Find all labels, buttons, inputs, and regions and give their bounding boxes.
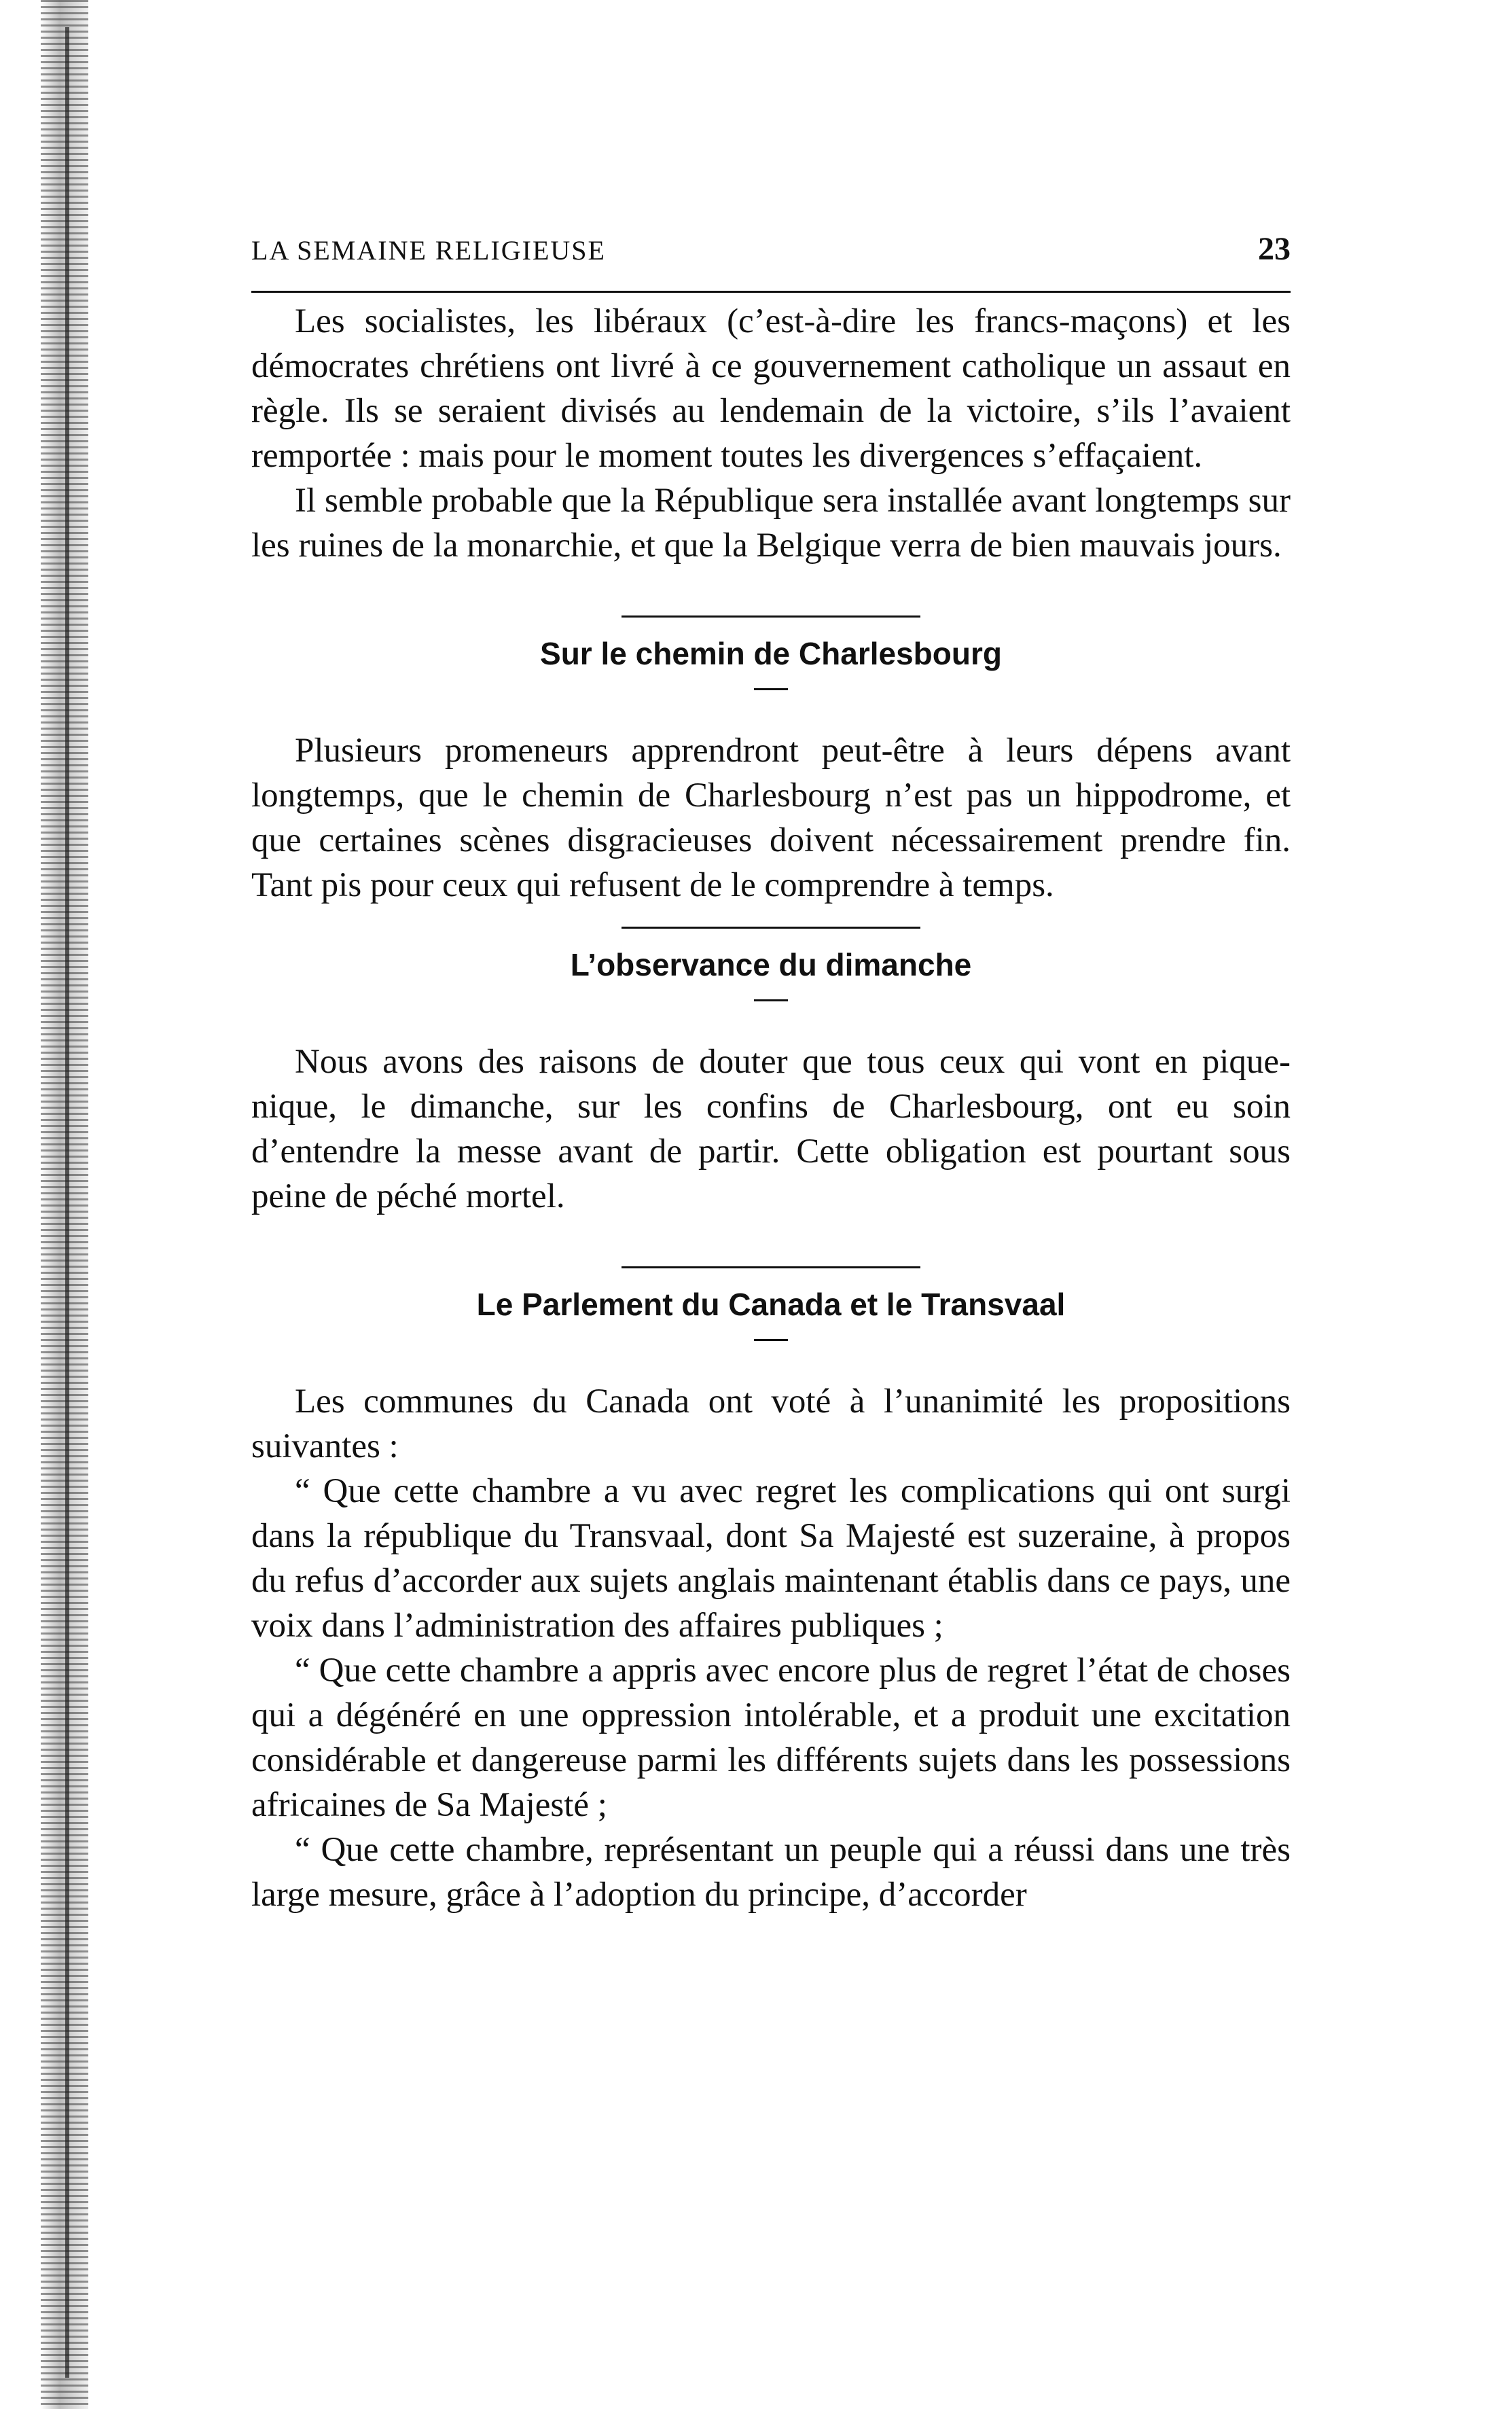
section-title: Sur le chemin de Charlesbourg xyxy=(540,636,1002,671)
section-title: Le Parlement du Canada et le Transvaal xyxy=(476,1287,1066,1322)
body-paragraph: Plusieurs promeneurs apprendront peut-être à leurs dépens avant longtemps, que le chemin de Charlesbourg n’est pas un hippodrome, et que certaines scènes disgracieuses doivent nécessairement prendre fin. Tant pis pour ceux qui refusent de le comprendre à temps. xyxy=(251,732,1291,904)
page-binding-shadow xyxy=(41,0,88,2409)
body-paragraph: Les communes du Canada ont voté à l’unanimité les propositions suivantes : xyxy=(251,1382,1291,1465)
body-paragraph: Il semble probable que la République sera installée avant longtemps sur les ruines de la monarchie, et que la Belgique verra de bien mauvais jours. xyxy=(251,482,1291,565)
running-title: LA SEMAINE RELIGIEUSE xyxy=(251,235,606,266)
body-paragraph: Les socialistes, les libéraux (c’est-à-dire les francs-maçons) et les démocrates chrétiens ont livré à ce gouvernement catholique un assaut en règle. Ils se seraient divisés au lendemain de la victoire, s’ils l’avaient remportée : mais pour le moment toutes les divergences s’effaçaient. xyxy=(251,302,1291,475)
header-rule xyxy=(251,291,1291,293)
body-paragraph: “ Que cette chambre, représentant un peuple qui a réussi dans une très large mesure, grâce à l’adoption du principe, d’accorder xyxy=(251,1831,1291,1914)
body-paragraph: “ Que cette chambre a appris avec encore plus de regret l’état de choses qui a dégénéré en une oppression intolérable, et a produit une excitation considérable et dangereuse parmi les différents sujets dans les possessions africaines de Sa Majesté ; xyxy=(251,1652,1291,1824)
running-header xyxy=(251,231,1291,282)
section-divider xyxy=(622,1266,920,1268)
body-paragraph: “ Que cette chambre a vu avec regret les complications qui ont surgi dans la république du Transvaal, dont Sa Majesté est suzeraine, à propos du refus d’accorder aux sujets anglais maintenant établis dans ce pays, une voix dans l’administration des affaires publiques ; xyxy=(251,1472,1291,1645)
page-binding-edge xyxy=(65,27,69,2378)
body-paragraph: Nous avons des raisons de douter que tous ceux qui vont en pique-nique, le dimanche, sur les confins de Charlesbourg, ont eu soin d’entendre la messe avant de partir. Cette obligation est pourtant sous peine de péché mortel. xyxy=(251,1043,1291,1215)
section-divider xyxy=(622,927,920,929)
section-divider xyxy=(622,615,920,618)
section-title: L’observance du dimanche xyxy=(570,947,972,982)
page-number: 23 xyxy=(1258,231,1291,267)
page-body xyxy=(251,299,1291,1917)
